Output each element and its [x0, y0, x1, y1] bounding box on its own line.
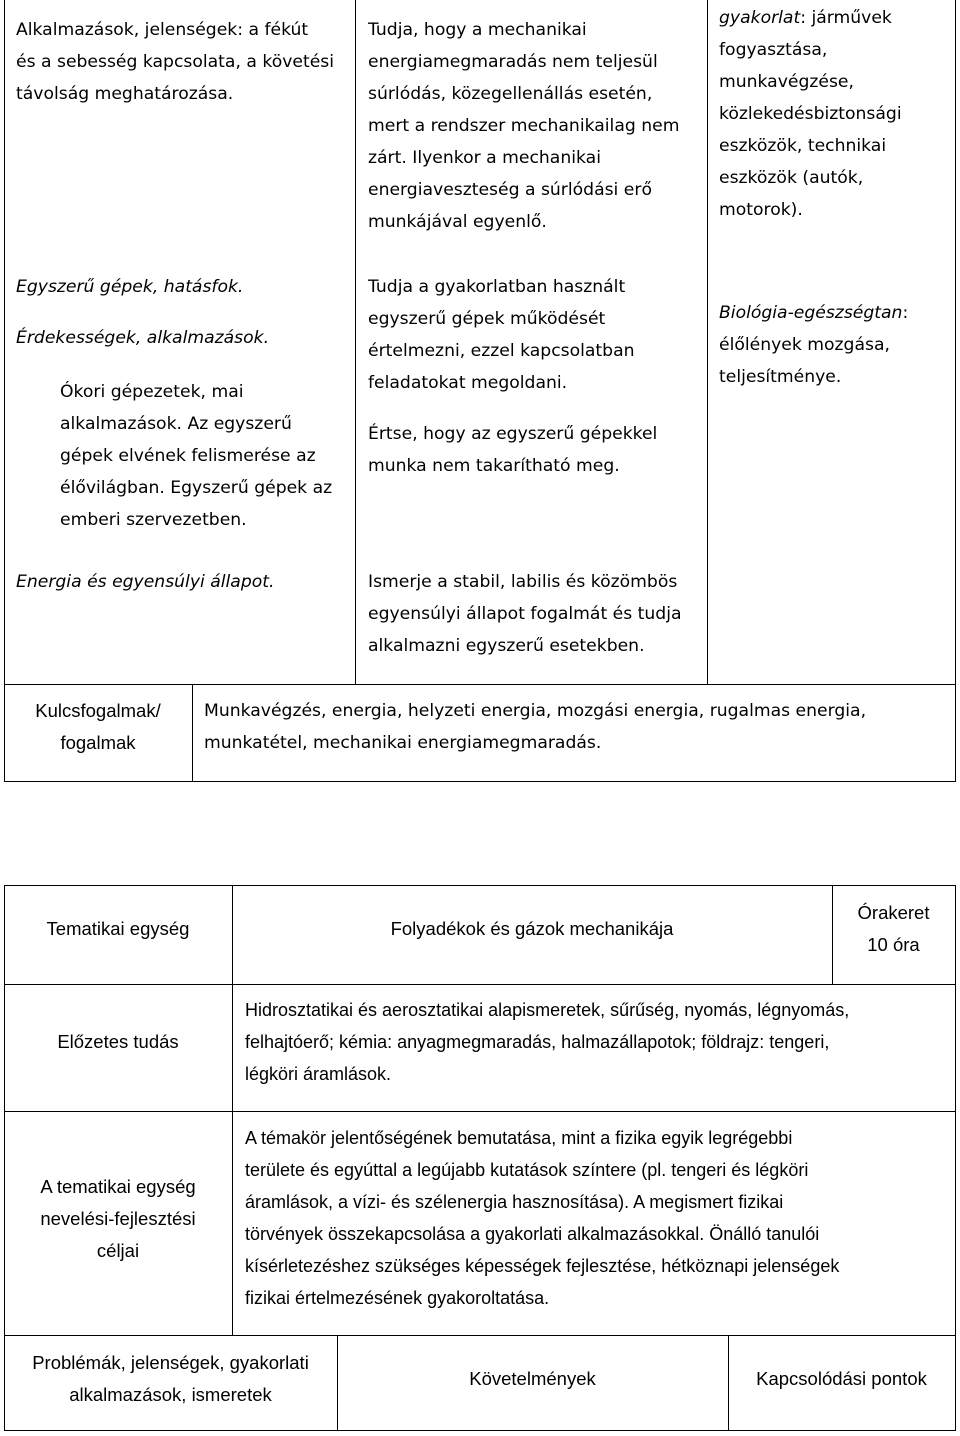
lower-table-line-3: [4, 1335, 956, 1336]
key-concepts-border-top: [4, 684, 956, 685]
row2-requirements-1: Tudja a gyakorlatban használt egyszerű gépek működését értelmezni, ezzel kapcsolatban feladatokat megoldani.: [368, 277, 635, 393]
key-concepts-border-bottom: [4, 781, 956, 782]
row2-connections: Biológia-egészségtan: élőlények mozgása, teljesítménye.: [719, 303, 909, 387]
upper-table-divider-2: [707, 0, 708, 684]
colhead-problems: Problémák, jelenségek, gyakorlati alkalmazások, ismeretek: [32, 1352, 309, 1405]
row1-requirements: Tudja, hogy a mechanikai energiamegmaradás nem teljesül súrlódás, közegellenállás esetén, mert a rendszer mechanikailag nem zárt. Ilyenkor a mechanikai energiaveszteség a súrlódási erő munkájával egyenlő.: [368, 20, 680, 232]
connection-subject: Biológia-egészségtan: [719, 303, 903, 323]
row2-applications: Ókori gépezetek, mai: [60, 382, 244, 402]
row3-heading-energy: Energia és egyensúlyi állapot.: [16, 572, 275, 592]
goals-label: A tematikai egység nevelési-fejlesztési céljai: [40, 1176, 196, 1261]
row1-applications: Alkalmazások, jelenségek: a fékút és a sebesség kapcsolata, a követési távolság meghatározása.: [16, 20, 335, 104]
lower-table-label-divider: [232, 885, 233, 1336]
row2-heading-simple-machines: Egyszerű gépek, hatásfok.: [16, 277, 244, 297]
colhead-requirements: Követelmények: [469, 1368, 596, 1389]
lower-table-border-right: [955, 885, 956, 1431]
colhead-connections: Kapcsolódási pontok: [756, 1368, 927, 1389]
key-concepts-label: Kulcsfogalmak/ fogalmak: [35, 700, 161, 753]
prior-knowledge-label: Előzetes tudás: [57, 1031, 179, 1052]
row2-applications-cont: alkalmazások. Az egyszerű gépek elvének felismerése az élővilágban. Egyszerű gépek az emberi szervezetben.: [60, 414, 333, 530]
key-concepts-divider: [192, 684, 193, 782]
row3-requirements: Ismerje a stabil, labilis és közömbös egyensúlyi állapot fogalmát és tudja alkalmazni egyszerű esetekben.: [368, 572, 682, 656]
hours-label: Órakeret: [857, 902, 930, 923]
prior-knowledge-text: Hidrosztatikai és aerosztatikai alapismeretek, sűrűség, nyomás, légnyomás, felhajtóerő; kémia: anyagmegmaradás, halmazállapotok; földrajz: tengeri, légköri áramlások.: [245, 1000, 850, 1084]
unit-label: Tematikai egység: [46, 918, 190, 939]
goals-text: A témakör jelentőségének bemutatása, mint a fizika egyik legrégebbi területe és egyúttal a legújabb kutatások színtere (pl. tengeri és légköri áramlások, a vízi- és szélenergia hasznosítása). A megismert fizikai törvények összekapcsolása a gyakorlati alkalmazásokkal. Önálló tanulói kísérletezéshez szükséges képességek fejlesztése, hétköznapi jelenségek fizikai értelmezésének gyakoroltatása.: [245, 1128, 840, 1308]
hours-value: 10 óra: [867, 934, 920, 955]
upper-table-border-left: [4, 0, 5, 684]
lower-table-border-top: [4, 885, 956, 886]
row2-requirements-2: Értse, hogy az egyszerű gépekkel munka nem takarítható meg.: [368, 424, 658, 476]
upper-table-border-right: [955, 0, 956, 684]
key-concepts-border-right: [955, 684, 956, 782]
row1-connections: gyakorlat: járművek fogyasztása, munkavégzése, közlekedésbiztonsági eszközök, technikai eszközök (autók, motorok).: [719, 8, 902, 220]
key-concepts-text: Munkavégzés, energia, helyzeti energia, mozgási energia, rugalmas energia, munkatétel, mechanikai energiamegmaradás.: [204, 701, 867, 753]
row2-heading-curiosities: Érdekességek, alkalmazások.: [16, 328, 270, 348]
lower-table-line-2: [4, 1111, 956, 1112]
unit-title: Folyadékok és gázok mechanikája: [390, 918, 674, 939]
upper-table-divider-1: [355, 0, 356, 684]
connection-subject: gyakorlat: [719, 8, 801, 28]
lower-table-line-1: [4, 984, 956, 985]
lower-table-line-4: [4, 1430, 956, 1431]
